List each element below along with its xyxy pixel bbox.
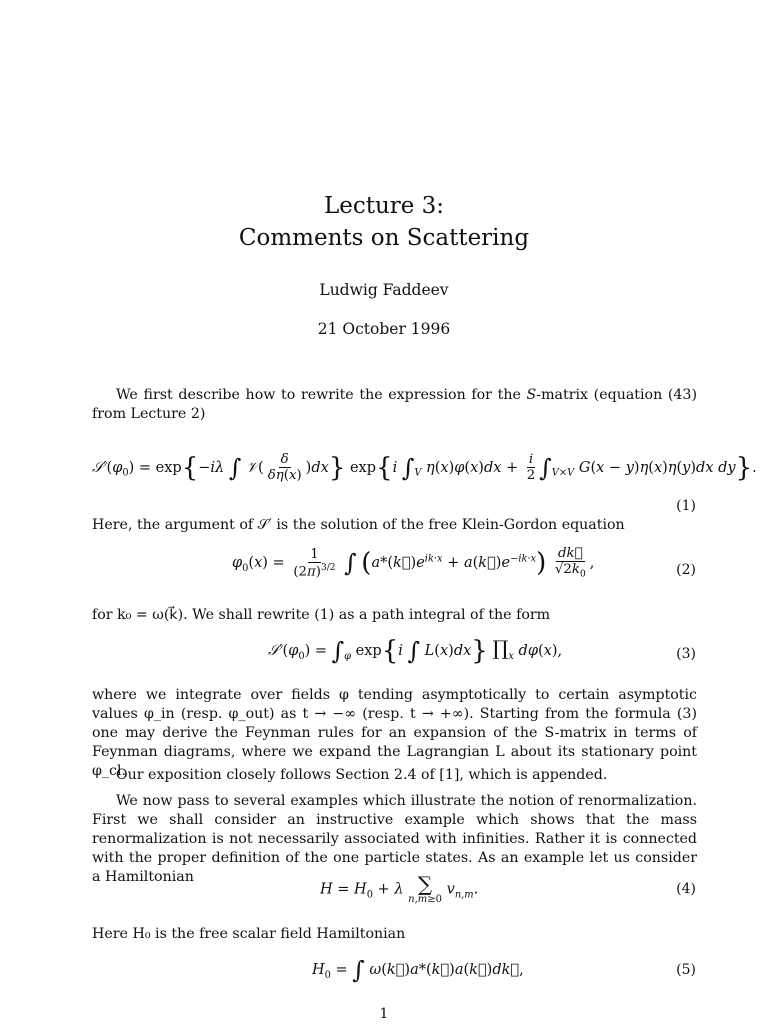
equation-4-number: (4) — [676, 881, 696, 897]
equation-3-number: (3) — [676, 646, 696, 662]
paragraph-intro — [92, 386, 697, 424]
paragraph-intro-a: We first describe how to rewrite the expression for the — [116, 387, 527, 403]
title-line-2: Comments on Scattering — [238, 225, 530, 251]
paragraph-intro-b: -matrix (equation (43) from Lecture 2) — [92, 387, 697, 422]
equation-2-number: (2) — [676, 562, 696, 578]
paragraph-rewrite: for k₀ = ω(k⃗). We shall rewrite (1) as a path integral of the form — [92, 607, 551, 623]
paragraph-kg: Here, the argument of 𝒮′ is the solution of the free Klein-Gordon equation — [92, 517, 625, 533]
paragraph-asymptotic: where we integrate over fields φ tending asymptotically to certain asymptotic values φ_in (resp. φ_out) as t → −∞ (resp. t → +∞). Starting from the formula (3) one may derive the Feynman rules for an expansion of the S-matrix in terms of Feynman diagrams, where we expand the Lagrangian L about its stationary point φ_cl. — [92, 687, 697, 779]
equation-1-number: (1) — [676, 498, 696, 514]
page-number: 1 — [379, 1006, 389, 1022]
paragraph-intro-s: S — [526, 387, 537, 403]
equation-5-number: (5) — [676, 962, 696, 978]
paragraph-renormalization: We now pass to several examples which illustrate the notion of renormalization. First we shall consider an instructive example which shows that the mass renormalization is not necessarily associated with infinities. Rather it is connected with the proper definition of the one particle states. As an example let us consider a Hamiltonian — [92, 793, 697, 885]
equation-1: $𝒮'(\varphi_0) = \exp\{-i\lambda$ ∫ 𝒱( $\frac{\delta}{\delta\eta(x)}$ )dx} exp{i $\int_V$ η(x)φ(x)dx + $\frac{i}{2}$ $\int_{V\times V}$ G(x − y)η(x)η(y)dx dy}. — [92, 452, 757, 484]
equation-3: $𝒮'(\varphi_0) = \int_\varphi$ exp{i ∫ L(x)dx} $\prod_x$ dφ(x), — [268, 636, 563, 666]
title-line-1: Lecture 3: — [323, 193, 445, 219]
date: 21 October 1996 — [317, 320, 451, 338]
paragraph-free-hamiltonian: Here H₀ is the free scalar field Hamiltonian — [92, 926, 406, 942]
equation-5: $H_0$ = ∫ ω(k⃗)a*(k⃗)a(k⃗)dk⃗, — [312, 956, 524, 984]
equation-4: $H = H_0 + \lambda$ ∑ n,m≥0 $v_{n,m}$. — [320, 872, 479, 905]
author: Ludwig Faddeev — [319, 281, 449, 299]
paragraph-exposition: Our exposition closely follows Section 2.4 of [1], which is appended. — [116, 767, 608, 783]
equation-2: $\varphi_0(x)$ = $\frac{1}{(2\pi)^{3/2}}$ ∫ ($a*(k⃗)e^{ik\cdot x}$ + $a(k⃗)e^{-ik\cdot x}$) $\frac{dk⃗}{√2k_0}$ , — [232, 546, 595, 580]
